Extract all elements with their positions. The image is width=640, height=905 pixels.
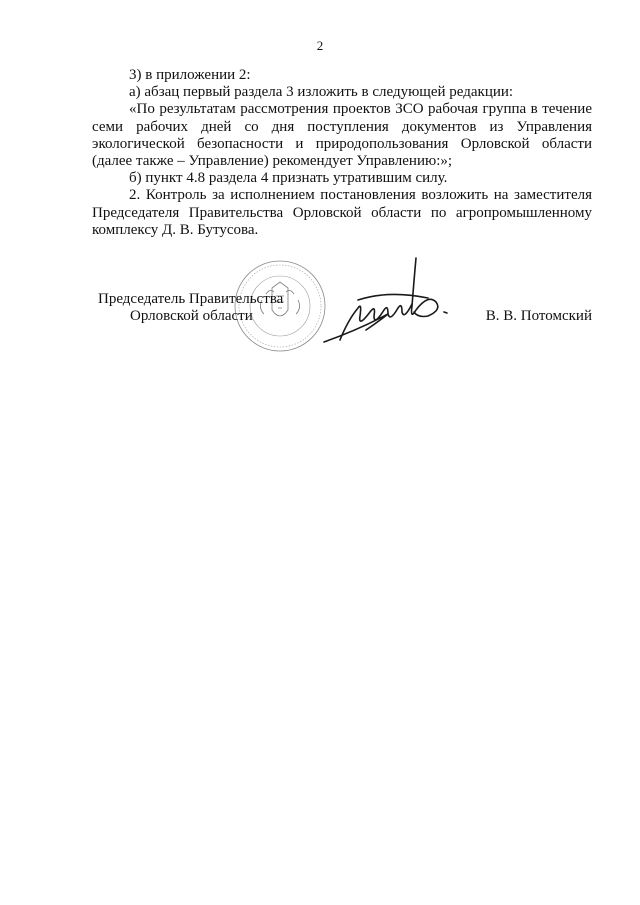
paragraph-appendix-2: 3) в приложении 2: bbox=[129, 67, 251, 83]
paragraph-quoted-text: «По результатам рассмотрения проектов ЗСО рабочая группа в течение семи рабочих дней со дня поступления документов из Управления экологической безопасности и природопользования Орловской области (далее также – Управление) рекомендует Управлению:»; bbox=[92, 101, 592, 170]
signatory-name: В. В. Потомский bbox=[485, 308, 592, 324]
page-number: 2 bbox=[316, 38, 324, 53]
signatory-title-line1: Председатель Правительства bbox=[98, 291, 284, 307]
paragraph-subitem-b: б) пункт 4.8 раздела 4 признать утратившим силу. bbox=[129, 170, 448, 187]
paragraph-subitem-a: а) абзац первый раздела 3 изложить в следующей редакции: bbox=[129, 84, 514, 101]
document-body bbox=[92, 67, 592, 239]
paragraph-control-clause: 2. Контроль за исполнением постановления возложить на заместителя Председателя Правительства Орловской области по агропромышленному комплексу Д. В. Бутусова. bbox=[92, 187, 592, 238]
signature-block bbox=[0, 250, 640, 370]
signatory-title-line2: Орловской области bbox=[130, 308, 253, 324]
handwritten-signature-icon bbox=[318, 250, 458, 350]
